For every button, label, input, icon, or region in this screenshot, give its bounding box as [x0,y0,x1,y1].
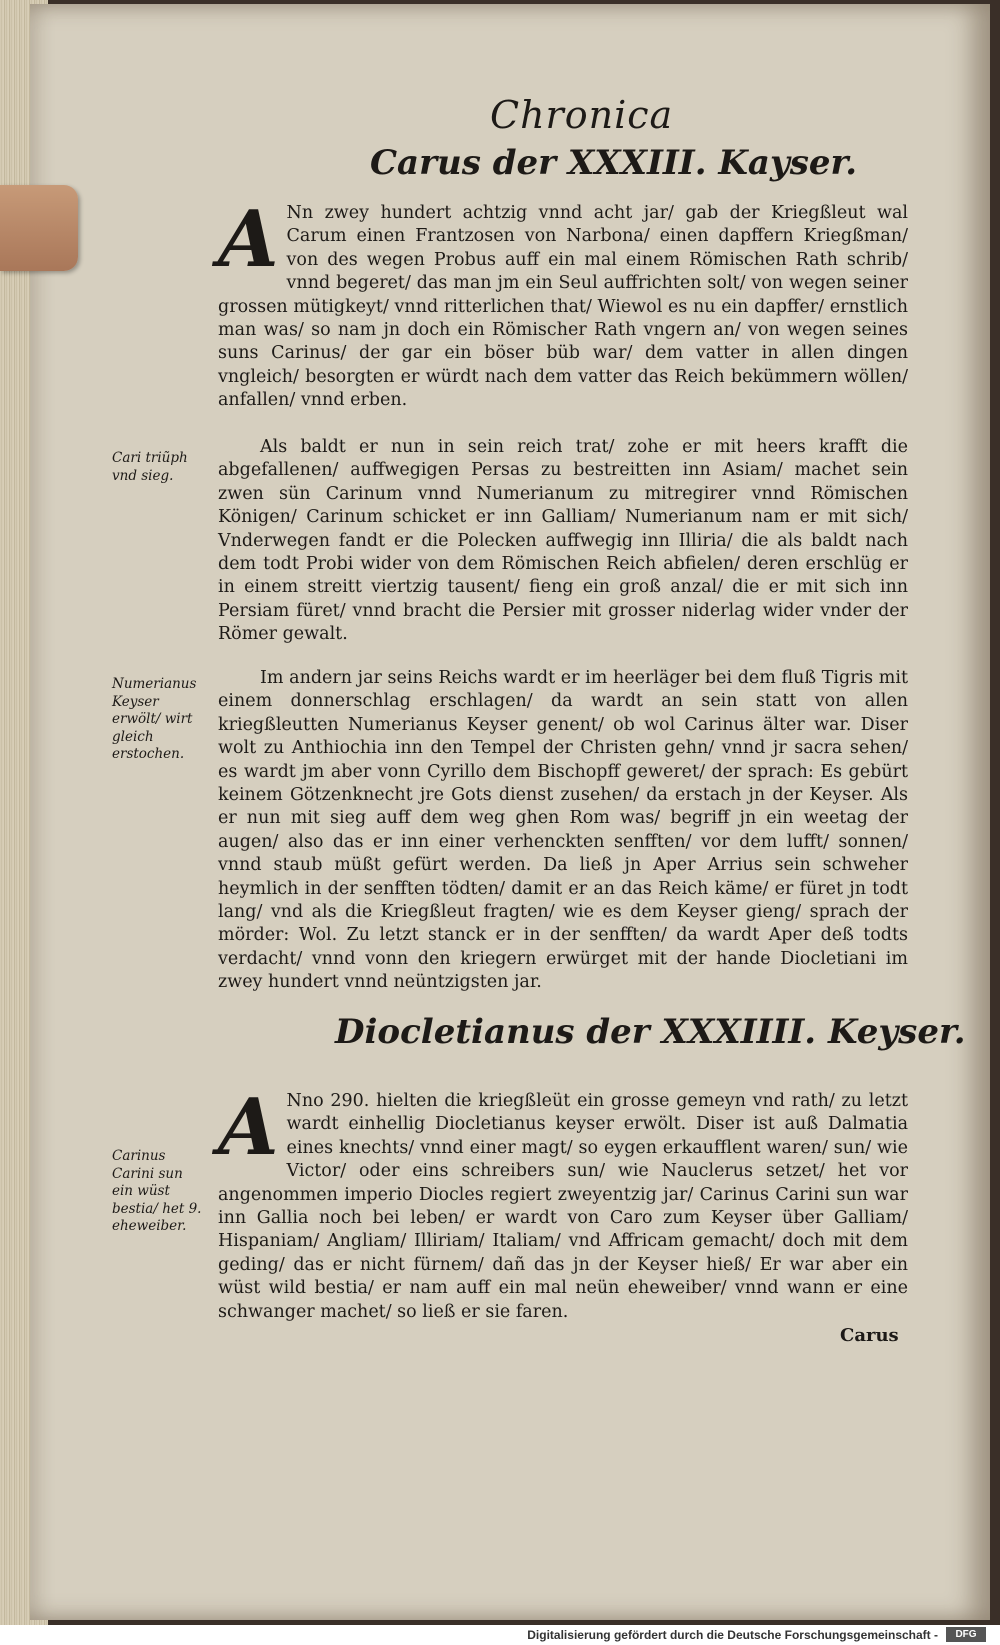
margin-note-triumph: Cari triũph vnd sieg. [112,450,188,484]
paragraph-carus-2: Als baldt er nun in sein reich trat/ zohe er mit heers krafft die abgefallenen/ auffwegigen Persas zu bestreitten inn Asiam/ machet sein zwen sün Carinum vnnd Numerianum zu mitregirer vnnd Römischen Königen/ Carinum schicket er inn Galliam/ Numerianum nam er mit sich/ Vnderwegen fandt er die Polecken auffwegig inn Illiria/ die als baldt nach dem todt Probi wider von dem Römischen Reich abfielen/ deren erschlüg er in einem streitt viertzig tausent/ fieng ein groß anzal/ die er mit sich inn Persiam füret/ vnnd bracht die Persier mit grosser niderlag wider vnder der Römer gewalt. [218,437,908,645]
footer-bar [0,1625,1000,1645]
drop-cap: A [218,194,279,285]
section-heading-carus: Carus der XXXIII. Kayser. [370,143,858,183]
funding-credit: Digitalisierung gefördert durch die Deutsche Forschungsgemeinschaft - [527,1628,938,1642]
paragraph-carus-3: Im andern jar seins Reichs wardt er im heerläger bei dem fluß Tigris mit einem donnerschlag erschlagen/ da wardt an sein statt von allen kriegßleutten Numerianus Keyser genent/ ob wol Carinus älter war. Diser wolt zu Anthiochia inn den Tempel der Christen gehn/ vnnd jr sacra sehen/ es wardt jm aber vonn Cyrillo dem Bischopff geweret/ der sprach: Es gebürt keinem Götzenknecht jre Gots dienst zusehen/ da erstach jn der Keyser. Als er nun mit sieg auff dem weg ghen Rom was/ begriff jn ein weetag der augen/ also das er inn einer verhenckten senfften/ vor dem lufft/ sonnen/ vnnd staub müßt gefürt werden. Da ließ jn Aper Arrius sein schweher heymlich in der senfften tödten/ damit er an das Reich käme/ er füret jn todt lang/ vnd als die Kriegßleut fragten/ wie es dem Keyser gieng/ sprach der mörder: Wol. Zu letzt stanck er in der senfften/ da wardt Aper deß todts verdacht/ vnnd vonn den kriegern erwürget mit der hande Diocletiani im zwey hundert vnnd neüntzigsten jar. [218,668,908,993]
drop-cap: A [218,1082,279,1173]
bookmark-ribbon [0,185,78,271]
dfg-logo-icon: DFG [946,1627,986,1642]
running-header: Chronica [490,93,674,137]
paragraph-carus-1 [218,194,908,413]
paragraph-text: Nno 290. hielten die kriegßleüt ein grosse gemeyn vnd rath/ zu letzt wardt einhellig Diocletianus keyser erwölt. Diser ist auß Dalmatia eines knechts/ vnnd einer magt/ so eygen erkaufflent waren/ sun/ wie Victor/ oder eins schreibers sun/ wie Nauclerus setzet/ het vor angenommen imperio Diocles regiert zweyentzig jar/ Carinus Carini sun war inn Gallia noch bei leben/ er wardt von Caro zum Keyser über Galliam/ Hispaniam/ Angliam/ Illiriam/ Italiam/ vnd Affricam gemacht/ doch mit dem geding/ das er nicht fürnem/ dañ das jn der Keyser hieß/ Er war aber ein wüst wild bestia/ er nam auff ein mal neün eheweiber/ vnnd wann er eine schwanger machet/ so ließ er sie faren. [218,1091,908,1322]
paragraph-text: Nn zwey hundert achtzig vnnd acht jar/ gab der Kriegßleut wal Carum einen Frantzosen von Narbona/ einen dapffern Kriegßman/ von des wegen Probus auff ein mal einem Römischen Rath schrib/ vnnd begeret/ das man jm ein Seul auffrichten solt/ von wegen seiner grossen mütigkeyt/ vnnd ritterlichen that/ Wiewol es nu ein dapffer/ ernstlich man was/ so nam jn doch ein Römischer Rath vngern an/ von wegen seines suns Carinus/ der gar ein böser büb war/ dem vatter in allen dingen vngleich/ besorgten er würdt nach dem vatter das Reich bekümmern wöllen/ anfallen/ vnnd erben. [218,203,908,411]
catchword: Carus [840,1325,899,1346]
paragraph-diocletianus-1 [218,1082,908,1324]
margin-note-numerianus: Numerianus Keyser erwölt/ wirt gleich erstochen. [112,676,197,762]
margin-note-carinus: Carinus Carini sun ein wüst bestia/ het 9. eheweiber. [112,1148,202,1234]
section-heading-diocletianus: Diocletianus der XXXIIII. Keyser. [335,1012,966,1052]
